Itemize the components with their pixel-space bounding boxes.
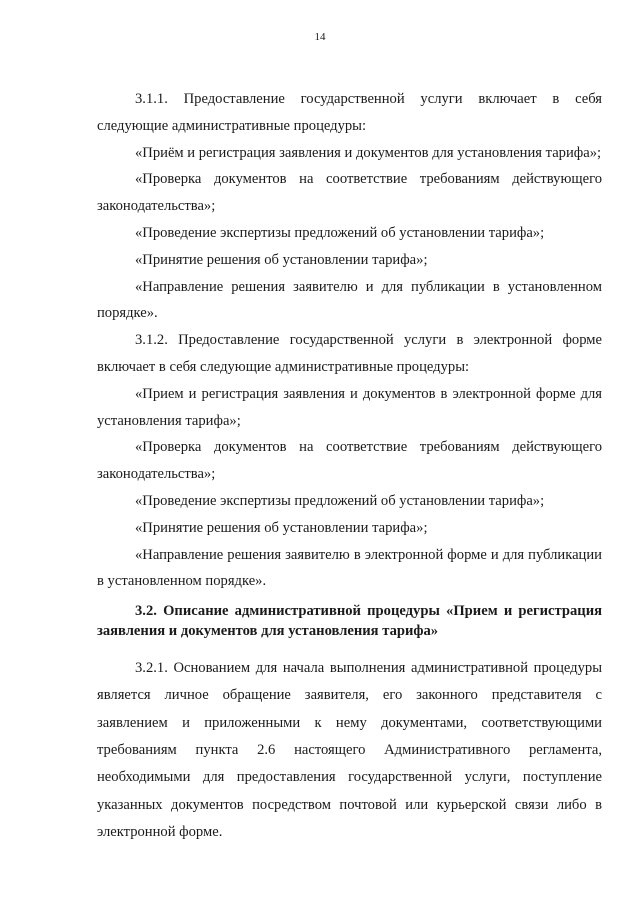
procedure-item: «Направление решения заявителю в электронной форме и для публикации в установленном порядке». [97, 546, 602, 590]
procedure-item: «Проверка документов на соответствие требованиям действующего законодательства»; [97, 439, 602, 483]
procedure-item: «Проверка документов на соответствие требованиям действующего законодательства»; [97, 171, 602, 215]
procedure-item: «Принятие решения об установлении тарифа»; [135, 519, 428, 536]
section-heading-3-2: 3.2. Описание административной процедуры «Прием и регистрация заявления и документов для установления тарифа» [97, 603, 602, 640]
procedure-item: «Проведение экспертизы предложений об установлении тарифа»; [135, 224, 545, 241]
document-body [97, 86, 602, 846]
page-number: 14 [314, 31, 326, 43]
procedure-item: «Прием и регистрация заявления и документов в электронной форме для установления тарифа»; [97, 385, 602, 429]
paragraph-3-1-1: 3.1.1. Предоставление государственной услуги включает в себя следующие административные процедуры: [97, 91, 602, 134]
paragraph-3-1-2: 3.1.2. Предоставление государственной услуги в электронной форме включает в себя следующие административные процедуры: [97, 332, 602, 375]
procedure-item: «Направление решения заявителю и для публикации в установленном порядке». [97, 278, 602, 322]
procedure-item: «Принятие решения об установлении тарифа»; [135, 251, 428, 268]
paragraph-3-2-1: 3.2.1. Основанием для начала выполнения административной процедуры является личное обращение заявителя, его законного представителя с заявлением и приложенными к нему документами, соответствующими требованиям пункта 2.6 настоящего Административного регламента, необходимыми для предоставления государственной услуги, поступление указанных документов посредством почтовой или курьерской связи либо в электронной форме. [97, 660, 602, 840]
procedure-item: «Приём и регистрация заявления и документов для установления тарифа»; [135, 144, 602, 161]
procedure-item: «Проведение экспертизы предложений об установлении тарифа»; [135, 492, 545, 509]
